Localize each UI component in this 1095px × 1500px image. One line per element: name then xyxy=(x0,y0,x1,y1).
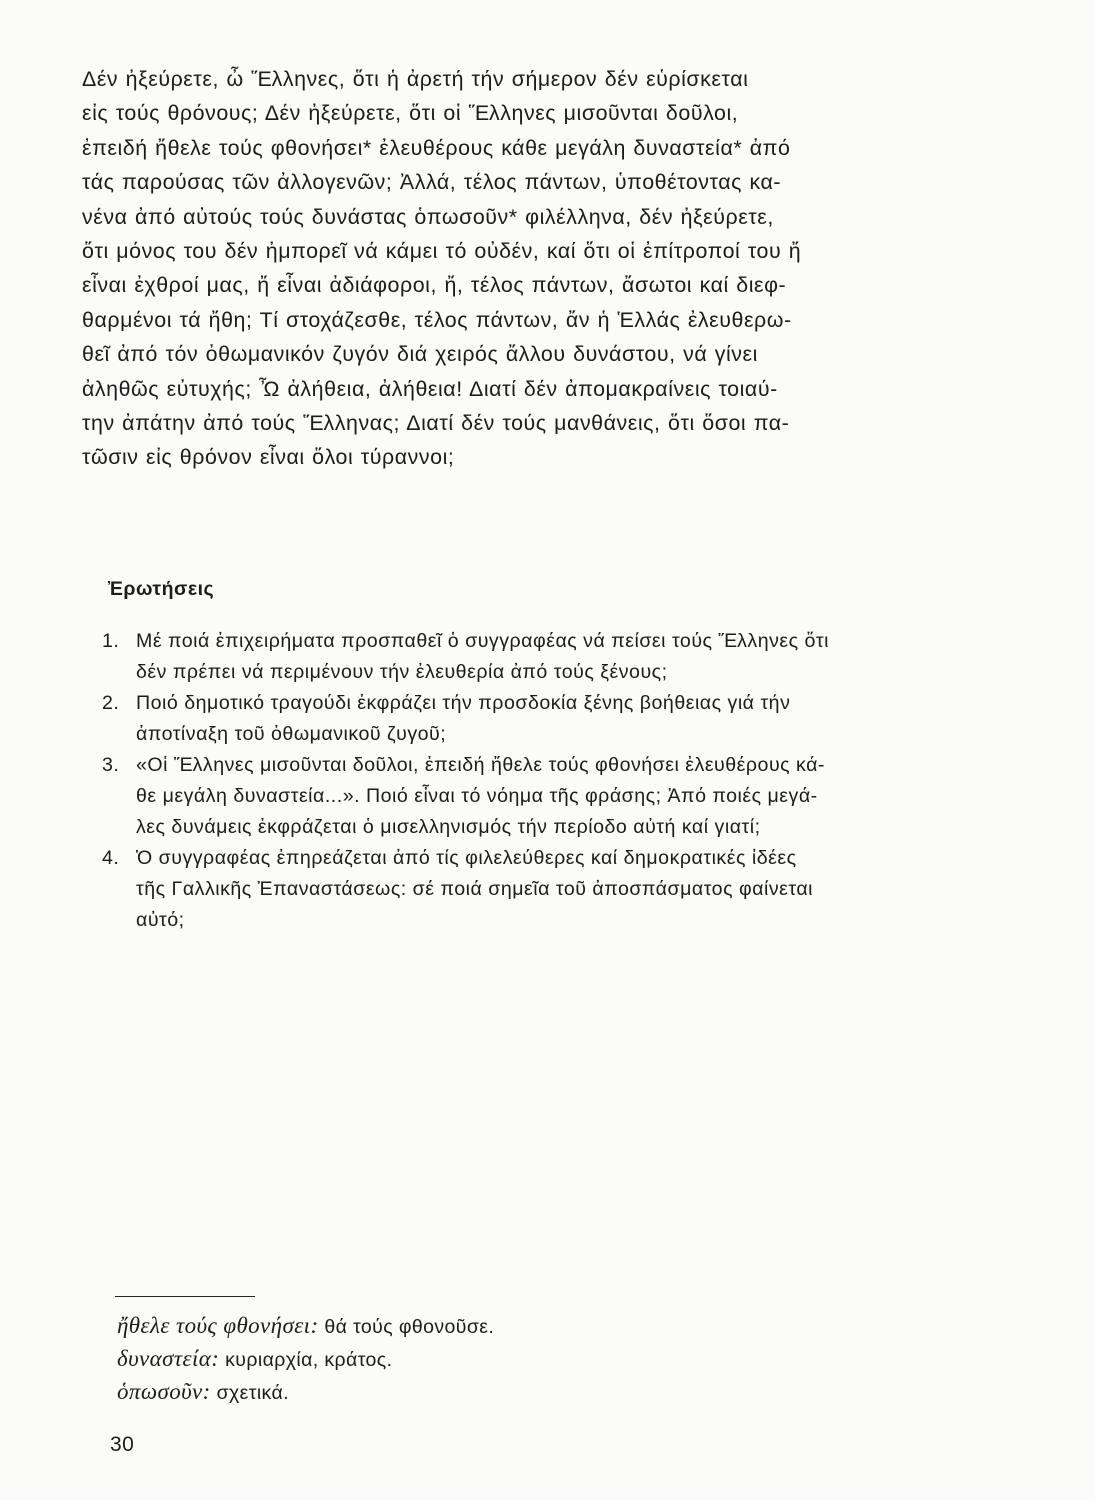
text-line: ὅτι μόνος του δέν ἠμπορεῖ νά κάμει τό οὐδέν, καί ὅτι οἱ ἐπίτροποί του ἤ xyxy=(82,239,802,264)
question-item xyxy=(102,688,992,750)
question-line: λες δυνάμεις ἐκφράζεται ὁ μισελληνισμός τήν περίοδο αὐτή καί γιατί; xyxy=(136,816,761,838)
text-line: θεῖ ἀπό τόν ὀθωμανικόν ζυγόν διά χειρός ἄλλου δυνάστου, νά γίνει xyxy=(82,342,758,367)
question-line: ἀποτίναξη τοῦ ὀθωμανικοῦ ζυγοῦ; xyxy=(136,723,447,745)
main-text xyxy=(82,62,990,475)
question-number: 4. xyxy=(102,847,120,869)
footnote-item xyxy=(117,1376,494,1409)
footnote-item xyxy=(117,1310,494,1343)
question-item xyxy=(102,626,992,688)
question-line: αὐτό; xyxy=(136,909,185,931)
footnote-definition: σχετικά. xyxy=(216,1382,289,1404)
text-line: Δέν ἠξεύρετε, ὦ Ἕλληνες, ὅτι ἡ ἀρετή τήν σήμερον δέν εὑρίσκεται xyxy=(82,67,749,91)
footnote-definition: θά τούς φθονοῦσε. xyxy=(324,1316,495,1338)
question-item xyxy=(102,750,992,843)
text-line: τάς παρούσας τῶν ἀλλογενῶν; Ἀλλά, τέλος πάντων, ὑποθέτοντας κα- xyxy=(82,170,782,195)
footnote-item xyxy=(117,1343,494,1376)
text-line: ἀληθῶς εὐτυχής; Ὦ ἀλήθεια, ἀλήθεια! Διατί δέν ἀπομακραίνεις τοιαύ- xyxy=(82,376,778,401)
question-line: τῆς Γαλλικῆς Ἐπαναστάσεως: σέ ποιά σημεῖα τοῦ ἀποσπάσματος φαίνεται xyxy=(136,878,814,900)
footnote-term: δυναστεία: xyxy=(117,1346,220,1371)
footnote-divider xyxy=(115,1296,255,1297)
questions-list xyxy=(102,626,992,936)
text-line: την ἀπάτην ἀπό τούς Ἕλληνας; Διατί δέν τούς μανθάνεις, ὅτι ὅσοι πα- xyxy=(82,411,790,436)
question-item xyxy=(102,843,992,936)
question-line: Μέ ποιά ἐπιχειρήματα προσπαθεῖ ὁ συγγραφέας νά πείσει τούς Ἕλληνες ὅτι xyxy=(136,630,829,652)
question-number: 2. xyxy=(102,692,120,714)
footnote-term: ἤθελε τούς φθονήσει: xyxy=(117,1313,319,1338)
footnote-definition: κυριαρχία, κράτος. xyxy=(225,1349,393,1371)
text-line: ἐπειδή ἤθελε τούς φθονήσει* ἐλευθέρους κάθε μεγάλη δυναστεία* ἀπό xyxy=(82,135,791,160)
questions-heading: Ἐρωτήσεις xyxy=(108,578,215,600)
question-line: δέν πρέπει νά περιμένουν τήν ἐλευθερία ἀπό τούς ξένους; xyxy=(136,661,668,683)
text-line: νένα ἀπό αὐτούς τούς δυνάστας ὁπωσοῦν* φιλέλληνα, δέν ἠξεύρετε, xyxy=(82,204,774,229)
question-line: «Οἱ Ἕλληνες μισοῦνται δοῦλοι, ἐπειδή ἤθελε τούς φθονήσει ἐλευθέρους κά- xyxy=(136,754,825,776)
question-line: Ποιό δημοτικό τραγούδι ἐκφράζει τήν προσδοκία ξένης βοήθειας γιά τήν xyxy=(136,692,791,714)
text-line: εἰς τούς θρόνους; Δέν ἠξεύρετε, ὅτι οἱ Ἕλληνες μισοῦνται δοῦλοι, xyxy=(82,101,739,126)
question-number: 3. xyxy=(102,754,120,776)
text-line: εἶναι ἐχθροί μας, ἤ εἶναι ἀδιάφοροι, ἤ, τέλος πάντων, ἄσωτοι καί διεφ- xyxy=(82,273,787,298)
page-number: 30 xyxy=(110,1433,135,1456)
footnotes xyxy=(117,1310,494,1409)
text-line: θαρμένοι τά ἤθη; Τί στοχάζεσθε, τέλος πάντων, ἄν ἡ Ἑλλάς ἐλευθερω- xyxy=(82,307,792,332)
question-line: θε μεγάλη δυναστεία...». Ποιό εἶναι τό νόημα τῆς φράσης; Ἀπό ποιές μεγά- xyxy=(136,785,818,807)
text-line: τῶσιν εἰς θρόνον εἶναι ὅλοι τύραννοι; xyxy=(82,445,455,470)
question-number: 1. xyxy=(102,630,120,652)
footnote-term: ὁπωσοῦν: xyxy=(117,1379,211,1404)
question-line: Ὁ συγγραφέας ἐπηρεάζεται ἀπό τίς φιλελεύθερες καί δημοκρατικές ἰδέες xyxy=(136,847,797,869)
